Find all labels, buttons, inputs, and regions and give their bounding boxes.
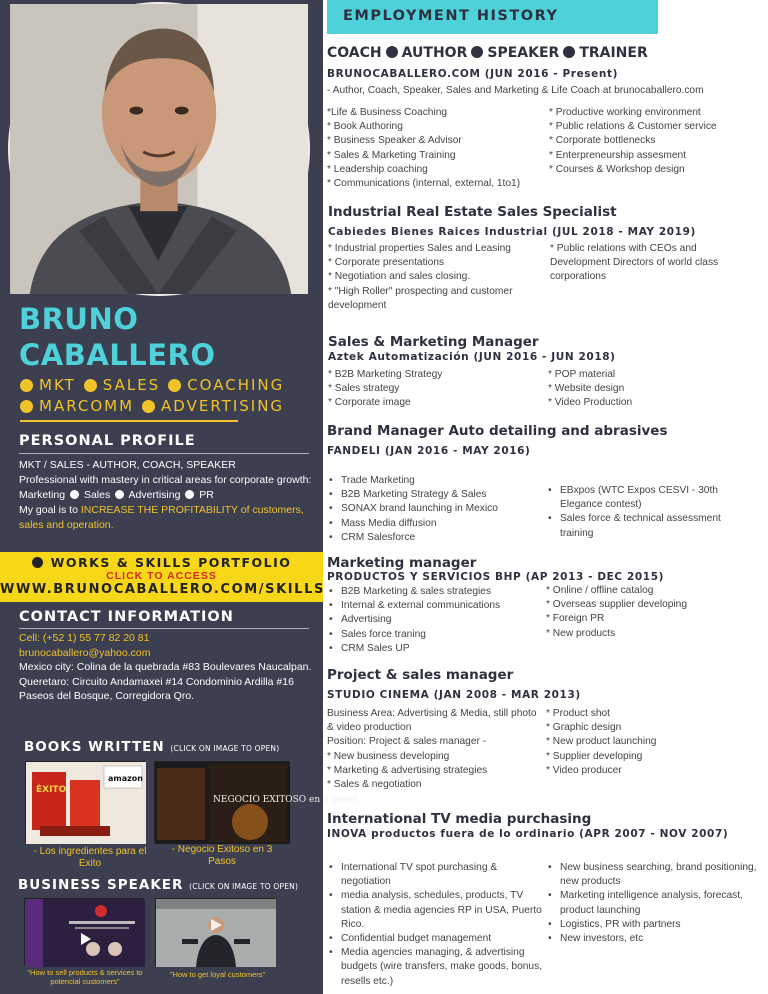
email-link[interactable]: brunocaballero@yahoo.com — [19, 646, 151, 659]
list-item: * POP material — [548, 369, 616, 380]
business-speaker-heading-text: BUSINESS SPEAKER — [18, 877, 184, 893]
job-subtitle: Cabiedes Bienes Raices Industrial (JUL 2018 - MAY 2019) — [328, 226, 696, 238]
list-item: • Logistics, PR with partners — [546, 918, 758, 932]
speaker-heading-note: (CLICK ON IMAGE TO OPEN) — [189, 882, 299, 891]
job-subtitle: INOVA productos fuera de lo ordinario (APR 2007 - NOV 2007) — [327, 828, 729, 840]
contact-heading: CONTACT INFORMATION — [19, 609, 234, 625]
area-item: Advertising — [128, 489, 181, 501]
job-duties-left — [327, 106, 547, 191]
bullet-dot-icon — [142, 400, 155, 413]
portfolio-link-banner[interactable] — [0, 552, 323, 602]
video-caption: "How to sell products & services to potencial customers" — [27, 968, 143, 986]
list-item: * Enterpreneurship assesment — [549, 149, 687, 161]
list-item: • CRM Salesforce — [327, 531, 542, 545]
job-duties-right — [546, 584, 756, 641]
list-item: * Leadership coaching — [327, 163, 428, 175]
job-duties-left — [327, 585, 542, 656]
list-item: * Video Production — [548, 397, 633, 409]
list-item: * Productive working environment — [549, 107, 701, 118]
list-item: * Foreign PR — [546, 613, 605, 625]
list-item: * Courses & Workshop design — [549, 163, 685, 175]
personal-profile-text — [19, 458, 314, 533]
job-duties-left — [328, 242, 546, 313]
profile-photo — [8, 2, 310, 296]
job-title: International TV media purchasing — [327, 811, 592, 827]
list-item: * Online / offline catalog — [546, 585, 654, 596]
job-duties-right — [549, 106, 764, 177]
skill-tags-row-1 — [20, 375, 320, 396]
job-title: Industrial Real Estate Sales Specialist — [328, 204, 617, 220]
sidebar — [0, 0, 358, 994]
divider — [19, 453, 309, 454]
skill-tags — [20, 375, 320, 417]
list-item: • Sales force & technical assessment training — [546, 512, 756, 540]
bullet-dot-icon — [471, 46, 483, 58]
job-subtitle: STUDIO CINEMA (JAN 2008 - MAR 2013) — [327, 689, 581, 701]
list-item: * Graphic design — [546, 722, 622, 734]
books-heading-note: (CLICK ON IMAGE TO OPEN) — [170, 744, 280, 753]
book-cover-title: NEGOCIO EXITOSO en 3 pasos — [213, 795, 358, 805]
book-caption: - Los ingredientes para el Exito — [33, 846, 147, 869]
employment-history-heading: EMPLOYMENT HISTORY — [343, 8, 559, 24]
list-item: * Supplier developing — [546, 750, 643, 762]
job-title: Sales & Marketing Manager — [328, 334, 539, 350]
list-item: • Marketing intelligence analysis, forecast, product launching — [546, 889, 758, 917]
job-title-coach — [327, 45, 648, 61]
portfolio-title: WORKS & SKILLS PORTFOLIO — [50, 555, 292, 570]
title-part: TRAINER — [579, 45, 648, 61]
address-mexico-city: Mexico city: Colina de la quebrada #83 Boulevares Naucalpan. — [19, 661, 312, 674]
list-item: • Internal & external communications — [327, 599, 542, 613]
list-item: • EBxpos (WTC Expos CESVI - 30th Elegance contest) — [546, 484, 756, 512]
employment-history-banner — [327, 0, 658, 34]
list-item: * Corporate image — [328, 397, 411, 409]
list-item: • B2B Marketing & sales strategies — [327, 585, 542, 599]
skill-tag: ADVERTISING — [161, 397, 285, 415]
job-duties-left — [327, 474, 542, 545]
phone-number[interactable]: Cell: (+52 1) 55 77 82 20 81 — [19, 632, 150, 644]
book-cover-negocio-exitoso[interactable] — [154, 761, 358, 843]
portfolio-title-row — [0, 555, 323, 570]
profile-line: MKT / SALES - AUTHOR, COACH, SPEAKER — [19, 459, 236, 471]
list-item: • Confidential budget management — [327, 932, 549, 946]
bullet-dot-icon — [168, 379, 181, 392]
portfolio-url-link[interactable]: WWW.BRUNOCABALLERO.COM/SKILLS — [0, 582, 325, 597]
list-item: * New business developing — [327, 750, 450, 762]
book-caption: - Negocio Exitoso en 3 Pasos — [171, 844, 273, 867]
skill-tags-row-2 — [20, 396, 320, 417]
job-duties-right — [546, 484, 756, 541]
profile-line: Professional with mastery in critical areas for corporate growth: — [19, 474, 312, 486]
list-item: * Marketing & advertising strategies — [327, 764, 488, 776]
profile-goal — [19, 503, 314, 533]
list-item: * B2B Marketing Strategy — [328, 369, 443, 380]
divider — [20, 420, 238, 422]
bullet-dot-icon — [32, 557, 43, 568]
skill-tag: COACHING — [187, 376, 285, 394]
job-subtitle: BRUNOCABALLERO.COM (JUN 2016 - Present) — [327, 68, 618, 80]
job-subtitle: PRODUCTOS Y SERVICIOS BHP (AP 2013 - DEC 2015) — [327, 571, 665, 583]
list-item: • Trade Marketing — [327, 474, 542, 488]
job-duties-right — [546, 707, 756, 778]
job-title: Marketing manager — [327, 555, 477, 571]
title-part: SPEAKER — [487, 45, 560, 61]
area-item: Marketing — [19, 489, 66, 501]
bullet-dot-icon — [84, 379, 97, 392]
list-item: * Business Speaker & Advisor — [327, 135, 462, 147]
bullet-dot-icon — [115, 490, 124, 499]
job-duties-left — [328, 368, 543, 411]
job-subtitle: Aztek Automatización (JUN 2016 - JUN 2018) — [328, 351, 616, 363]
video-thumbnail-sell-products[interactable] — [24, 898, 144, 966]
list-item: Business Area: Advertising & Media, still photo & video production — [327, 708, 537, 734]
address-queretaro: Queretaro: Circuito Andamaxei #14 Condominio Ardilla #16 Paseos del Bosque, Corregidora Qro. — [19, 675, 294, 703]
list-item: • International TV spot purchasing & negotiation — [327, 861, 549, 889]
portfolio-cta[interactable]: CLICK TO ACCESS — [106, 570, 217, 582]
bullet-dot-icon — [20, 400, 33, 413]
list-item: * "High Roller" prospecting and customer development — [328, 285, 513, 311]
list-item: *Life & Business Coaching — [327, 107, 448, 118]
title-part: COACH — [327, 45, 382, 61]
list-item: Position: Project & sales manager - — [327, 736, 487, 748]
area-item: Sales — [83, 489, 111, 501]
list-item: * Negotiation and sales closing. — [328, 271, 471, 283]
job-subtitle: FANDELI (JAN 2016 - MAY 2016) — [327, 445, 531, 457]
list-item: * Book Authoring — [327, 121, 403, 133]
list-item: * Sales strategy — [328, 383, 400, 395]
name-first: BRUNO — [19, 302, 139, 336]
list-item: * Industrial properties Sales and Leasing — [328, 243, 511, 254]
list-item: • New investors, etc — [546, 932, 758, 946]
skill-tag: SALES — [102, 376, 161, 394]
list-item: • media analysis, schedules, products, TV station & media agencies RP in USA, Puerto Rico. — [327, 889, 549, 932]
list-item: * Overseas supplier developing — [546, 599, 688, 611]
list-item: * Product shot — [546, 708, 610, 719]
list-item: * Sales & negotiation — [327, 779, 422, 791]
list-item: * Sales & Marketing Training — [327, 149, 456, 161]
job-title: Brand Manager Auto detailing and abrasives — [327, 423, 668, 439]
list-item: * Corporate bottlenecks — [549, 135, 656, 147]
list-item: • Sales force traning — [327, 628, 542, 642]
contact-info — [19, 631, 314, 704]
title-part: AUTHOR — [401, 45, 468, 61]
list-item: * Communications (internal, external, 1to1) — [327, 178, 521, 190]
bullet-dot-icon — [70, 490, 79, 499]
profile-areas — [19, 488, 314, 503]
video-thumbnail-loyal-customers[interactable] — [155, 898, 275, 966]
job-duties-right — [550, 242, 755, 285]
job-duties-left — [327, 861, 549, 989]
bullet-dot-icon — [185, 490, 194, 499]
list-item: * Public relations & Customer service — [549, 121, 717, 133]
list-item: • New business searching, brand positioning, new products — [546, 861, 758, 889]
list-item: * New products — [546, 627, 616, 639]
list-item: • Mass Media diffusion — [327, 517, 542, 531]
job-description: - Author, Coach, Speaker, Sales and Marketing & Life Coach at brunocaballero.com — [327, 85, 704, 96]
job-title: Project & sales manager — [327, 667, 514, 683]
list-item: * New product launching — [546, 736, 657, 748]
list-item: • SONAX brand launching in Mexico — [327, 502, 542, 516]
list-item: • CRM Sales UP — [327, 642, 542, 656]
list-item: • Media agencies managing, & advertising budgets (wire transfers, make goods, bonus, resells etc.) — [327, 946, 549, 989]
amazon-badge: amazon — [108, 774, 143, 783]
job-duties-left — [327, 707, 537, 792]
job-duties-right — [548, 368, 753, 411]
list-item: * Video producer — [546, 764, 622, 776]
list-item: * Website design — [548, 383, 625, 395]
skill-tag: MKT — [39, 376, 76, 394]
bullet-dot-icon — [20, 379, 33, 392]
book-cover-los-ingredientes[interactable] — [25, 761, 145, 843]
bullet-dot-icon — [386, 46, 398, 58]
goal-highlight: INCREASE THE PROFITABILITY of customers, sales and operation. — [19, 504, 304, 531]
area-item: PR — [199, 489, 214, 501]
goal-prefix: My goal is to — [19, 504, 81, 516]
book-cover-title: ÉXITO — [36, 785, 67, 795]
list-item: • Advertising — [327, 613, 542, 627]
video-caption: "How to get loyal customers" — [169, 970, 266, 979]
books-heading-text: BOOKS WRITTEN — [24, 739, 165, 755]
divider — [19, 628, 309, 629]
name-last: CABALLERO — [19, 338, 216, 372]
bullet-dot-icon — [563, 46, 575, 58]
personal-profile-heading: PERSONAL PROFILE — [19, 433, 196, 449]
business-speaker-heading — [18, 877, 298, 893]
job-duties-right — [546, 861, 758, 946]
list-item: * Corporate presentations — [328, 257, 445, 269]
skill-tag: MARCOMM — [39, 397, 135, 415]
list-item: • B2B Marketing Strategy & Sales — [327, 488, 542, 502]
books-heading — [24, 739, 279, 755]
list-item: * Public relations with CEOs and Development Directors of world class corporations — [550, 243, 719, 283]
